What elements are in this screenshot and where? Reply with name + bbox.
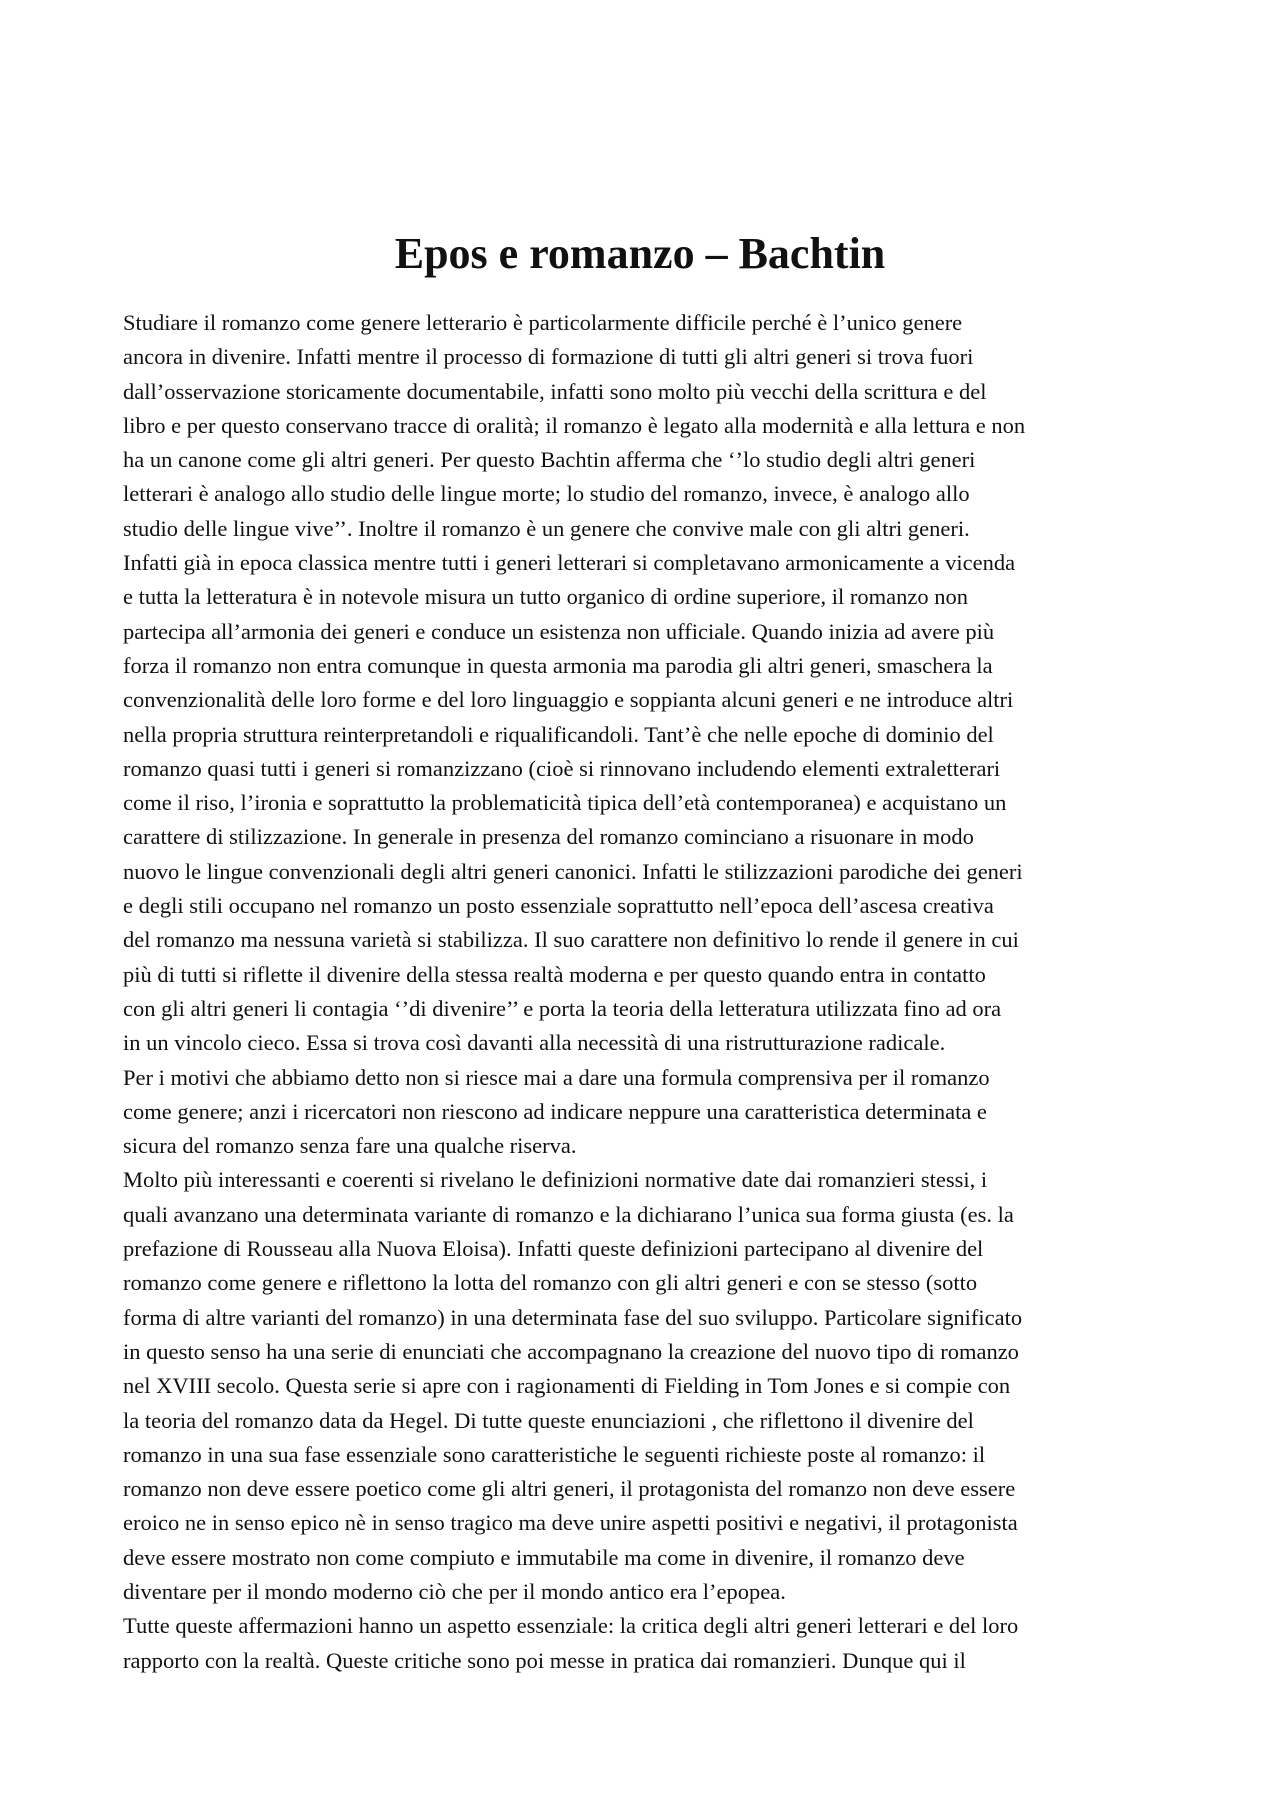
text-line: Infatti già in epoca classica mentre tutti i generi letterari si completavano armonicamente a vicenda xyxy=(123,550,1016,576)
text-line: romanzo in una sua fase essenziale sono caratteristiche le seguenti richieste poste al romanzo: il xyxy=(123,1441,986,1467)
text-line: deve essere mostrato non come compiuto e immutabile ma come in divenire, il romanzo deve xyxy=(123,1544,965,1570)
text-line: forza il romanzo non entra comunque in questa armonia ma parodia gli altri generi, smaschera la xyxy=(123,652,993,678)
text-line: più di tutti si riflette il divenire della stessa realtà moderna e per questo quando entra in contatto xyxy=(123,961,986,987)
text-line: sicura del romanzo senza fare una qualche riserva. xyxy=(123,1133,577,1159)
text-line: come genere; anzi i ricercatori non riescono ad indicare neppure una caratteristica determinata e xyxy=(123,1098,987,1124)
text-line: nuovo le lingue convenzionali degli altri generi canonici. Infatti le stilizzazioni parodiche dei generi xyxy=(123,858,1023,884)
body-text xyxy=(123,306,1173,1678)
text-line: in un vincolo cieco. Essa si trova così davanti alla necessità di una ristrutturazione radicale. xyxy=(123,1030,946,1056)
text-line: Studiare il romanzo come genere letterario è particolarmente difficile perché è l’unico genere xyxy=(123,310,963,335)
text-line: romanzo non deve essere poetico come gli altri generi, il protagonista del romanzo non deve essere xyxy=(123,1476,1016,1502)
text-line: nel XVIII secolo. Questa serie si apre con i ragionamenti di Fielding in Tom Jones e si compie con xyxy=(123,1373,1011,1399)
text-line: libro e per questo conservano tracce di oralità; il romanzo è legato alla modernità e alla lettura e non xyxy=(123,412,1026,438)
text-line: nella propria struttura reinterpretandoli e riqualificandoli. Tant’è che nelle epoche di dominio del xyxy=(123,721,994,747)
text-line: Tutte queste affermazioni hanno un aspetto essenziale: la critica degli altri generi letterari e del loro xyxy=(123,1613,1019,1639)
text-line: forma di altre varianti del romanzo) in una determinata fase del suo sviluppo. Particolare significato xyxy=(123,1304,1023,1330)
text-line: come il riso, l’ironia e soprattutto la problematicità tipica dell’età contemporanea) e acquistano un xyxy=(123,790,1007,816)
text-line: dall’osservazione storicamente documentabile, infatti sono molto più vecchi della scrittura e del xyxy=(123,378,987,404)
text-line: con gli altri generi li contagia ‘’di divenire’’ e porta la teoria della letteratura utilizzata fino ad ora xyxy=(123,995,1002,1021)
text-line: partecipa all’armonia dei generi e conduce un esistenza non ufficiale. Quando inizia ad avere più xyxy=(123,618,995,644)
text-line: rapporto con la realtà. Queste critiche sono poi messe in pratica dai romanzieri. Dunque qui il xyxy=(123,1647,966,1673)
text-line: quali avanzano una determinata variante di romanzo e la dichiarano l’unica sua forma giusta (es. la xyxy=(123,1201,1014,1227)
text-line: in questo senso ha una serie di enunciati che accompagnano la creazione del nuovo tipo di romanzo xyxy=(123,1338,1019,1364)
document-title: Epos e romanzo – Bachtin xyxy=(394,229,886,278)
text-line: carattere di stilizzazione. In generale in presenza del romanzo cominciano a risuonare in modo xyxy=(123,824,974,850)
text-line: romanzo come genere e riflettono la lotta del romanzo con gli altri generi e con se stesso (sotto xyxy=(123,1270,978,1296)
text-line: del romanzo ma nessuna varietà si stabilizza. Il suo carattere non definitivo lo rende il genere in cui xyxy=(123,927,1019,953)
text-line: ancora in divenire. Infatti mentre il processo di formazione di tutti gli altri generi si trova fuori xyxy=(123,344,974,370)
text-line: convenzionalità delle loro forme e del loro linguaggio e soppianta alcuni generi e ne introduce altri xyxy=(123,687,1014,713)
text-line: la teoria del romanzo data da Hegel. Di tutte queste enunciazioni , che riflettono il divenire del xyxy=(123,1407,974,1433)
text-line: e tutta la letteratura è in notevole misura un tutto organico di ordine superiore, il romanzo non xyxy=(123,584,968,610)
text-line: eroico ne in senso epico nè in senso tragico ma deve unire aspetti positivi e negativi, il protagonista xyxy=(123,1510,1018,1536)
text-line: letterari è analogo allo studio delle lingue morte; lo studio del romanzo, invece, è analogo allo xyxy=(123,481,970,507)
text-line: diventare per il mondo moderno ciò che per il mondo antico era l’epopea. xyxy=(123,1578,786,1604)
text-line: Per i motivi che abbiamo detto non si riesce mai a dare una formula comprensiva per il romanzo xyxy=(123,1064,990,1090)
text-line: e degli stili occupano nel romanzo un posto essenziale soprattutto nell’epoca dell’ascesa creativa xyxy=(123,893,994,919)
text-line: Molto più interessanti e coerenti si rivelano le definizioni normative date dai romanzieri stessi, i xyxy=(123,1167,988,1193)
text-line: studio delle lingue vive’’. Inoltre il romanzo è un genere che convive male con gli altri generi. xyxy=(123,515,970,541)
text-line: prefazione di Rousseau alla Nuova Eloisa). Infatti queste definizioni partecipano al divenire del xyxy=(123,1236,984,1262)
text-line: ha un canone come gli altri generi. Per questo Bachtin afferma che ‘’lo studio degli altri generi xyxy=(123,447,976,473)
text-line: romanzo quasi tutti i generi si romanzizzano (cioè si rinnovano includendo elementi extraletterari xyxy=(123,755,1001,781)
